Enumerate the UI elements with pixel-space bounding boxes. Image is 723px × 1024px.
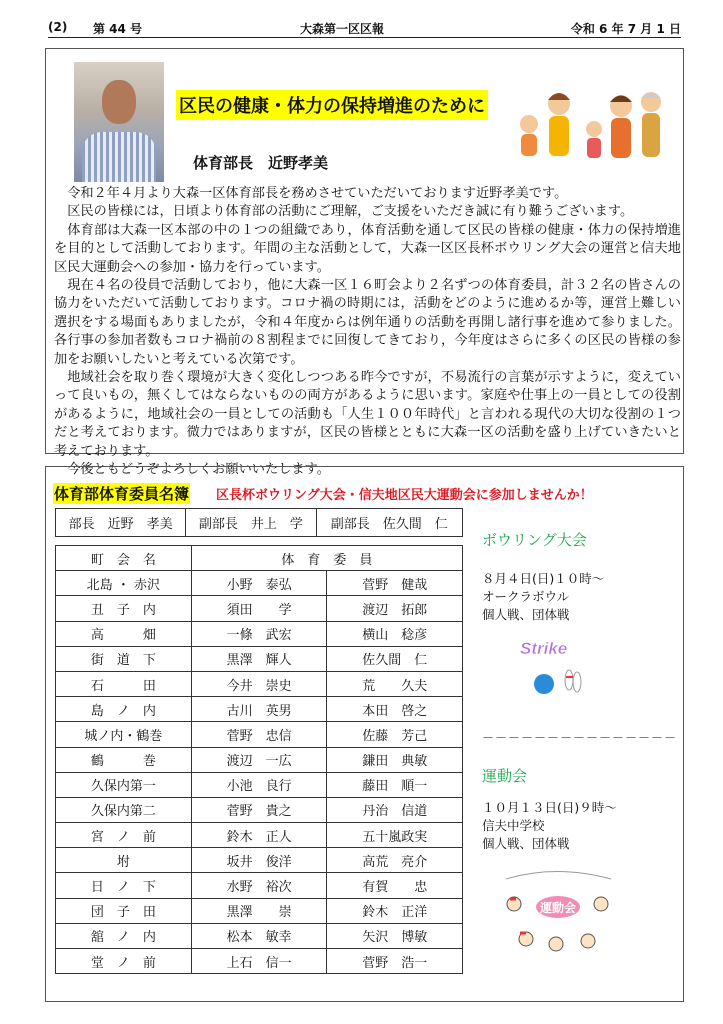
bowling-details [482, 570, 604, 624]
paragraph: 区民の皆様には，日頃より体育部の活動にご理解，ご支援をいただき誠に有り難うございます。 [67, 204, 634, 220]
member-name-cell: 佐久間 仁 [327, 646, 463, 671]
member-name-cell: 鈴木 正人 [191, 823, 327, 848]
sports-venue: 信夫中学校 [482, 818, 545, 833]
paragraph: 地域社会を取り巻く環境が大きく変化しつつある昨今ですが，不易流行の言葉が示すように，変えていって良いもの，無くしてはならないものの両方があるように思います。家庭や仕事上の一員としての役割があるように，地域社会の一員としての活動も「人生１００年時代」と言われる現代の大切な役割の１つだと考えております。微力ではありますが，区民の皆様とともに大森一区の活動を盛り上げていきたいと考えております。 [54, 370, 681, 459]
member-name-cell: 横山 稔彦 [327, 621, 463, 646]
member-name-cell: 菅野 健哉 [327, 571, 463, 596]
town-council-cell: 島 ノ 内 [56, 697, 192, 722]
article-title: 区民の健康・体力の保持増進のために [176, 90, 488, 120]
paragraph: 現在４名の役員で活動しており，他に大森一区１６町会より２名ずつの体育委員，計３２名の皆さんの協力をいただいて活動しております。コロナ禍の時期には，活動をどのように進めるか等，運営上難しい選択をする場面もありましたが，令和４年度からは例年通りの活動を再開し諸行事を進めて参りました。各行事の参加者数もコロナ禍前の８割程までに回復してきており，今年度はさらに多くの区民の皆様の参加をお願いしたいと考えている次第です。 [54, 278, 681, 367]
table-row [56, 722, 463, 747]
member-name-cell: 黒澤 輝人 [191, 646, 327, 671]
table-row [56, 873, 463, 898]
table-row [56, 949, 463, 974]
town-council-cell: 高 畑 [56, 621, 192, 646]
members-table [55, 545, 463, 974]
town-council-cell: 鶴 巻 [56, 747, 192, 772]
member-name-cell: 本田 啓之 [327, 697, 463, 722]
member-name-cell: 水野 裕次 [191, 873, 327, 898]
member-name-cell: 藤田 順一 [327, 772, 463, 797]
paragraph: 今後ともどうぞよろしくお願いいたします。 [67, 462, 330, 478]
table-row [56, 923, 463, 948]
divider: －－－－－－－－－－－－－－－ [482, 731, 678, 745]
author-photo [74, 62, 164, 182]
invite-text: 区長杯ボウリング大会・信夫地区民大運動会に参加しませんか！ [216, 488, 593, 503]
member-name-cell: 鈴木 正洋 [327, 898, 463, 923]
town-council-cell: 北島 ・ 赤沢 [56, 571, 192, 596]
member-name-cell: 高荒 亮介 [327, 848, 463, 873]
town-council-cell: 舘 ノ 内 [56, 923, 192, 948]
member-name-cell: 鎌田 典敏 [327, 747, 463, 772]
svg-text:Strike: Strike [520, 639, 568, 658]
town-council-cell: 堂 ノ 前 [56, 949, 192, 974]
member-name-cell: 丹治 信道 [327, 797, 463, 822]
officer-cell: 部長 近野 孝美 [56, 509, 186, 537]
member-name-cell: 渡辺 一広 [191, 747, 327, 772]
article-body [54, 185, 681, 480]
table-row [56, 797, 463, 822]
sports-title: 運動会 [482, 767, 528, 785]
article-byline: 体育部長 近野孝美 [193, 154, 329, 172]
member-name-cell: 五十嵐政実 [327, 823, 463, 848]
table-row [56, 697, 463, 722]
member-name-cell: 菅野 忠信 [191, 722, 327, 747]
bowling-title: ボウリング大会 [482, 531, 587, 549]
officer-cell: 副部長 佐久間 仁 [316, 509, 462, 537]
page-number: (2) [48, 20, 68, 34]
table-row [56, 646, 463, 671]
member-name-cell: 矢沢 博敏 [327, 923, 463, 948]
table-row [56, 772, 463, 797]
article-box [45, 48, 684, 478]
roster-box [45, 466, 684, 1002]
member-name-cell: 小野 泰弘 [191, 571, 327, 596]
member-name-cell: 菅野 浩一 [327, 949, 463, 974]
town-council-cell: 街 道 下 [56, 646, 192, 671]
sports-date: １０月１３日(日)９時～ [482, 800, 617, 815]
paragraph: 体育部は大森一区本部の中の１つの組織であり，体育活動を通して区民の皆様の健康・体力の保持増進を目的として活動しております。年間の主な活動として，大森一区区長杯ボウリング大会の運営と信夫地区民大運動会への参加・協力を行っています。 [54, 222, 681, 275]
member-name-cell: 黒澤 崇 [191, 898, 327, 923]
town-council-cell: 日 ノ 下 [56, 873, 192, 898]
town-council-cell: 団 子 田 [56, 898, 192, 923]
table-row [56, 571, 463, 596]
member-name-cell: 松本 敏幸 [191, 923, 327, 948]
member-name-cell: 古川 英男 [191, 697, 327, 722]
town-council-cell: 久保内第二 [56, 797, 192, 822]
header-cell: 町 会 名 [56, 546, 192, 571]
member-name-cell: 荒 久夫 [327, 671, 463, 696]
bowling-date: ８月４日(日)１０時～ [482, 571, 605, 586]
publication-name: 大森第一区区報 [300, 22, 385, 36]
member-name-cell: 有賀 忠 [327, 873, 463, 898]
table-row [56, 898, 463, 923]
member-name-cell: 小池 良行 [191, 772, 327, 797]
issue-date: 令和 6 年 7 月 1 日 [570, 22, 681, 36]
town-council-cell: 城ノ内・鶴巻 [56, 722, 192, 747]
member-name-cell: 一條 武宏 [191, 621, 327, 646]
table-header-row [56, 546, 463, 571]
town-council-cell: 宮 ノ 前 [56, 823, 192, 848]
paragraph: 令和２年４月より大森一区体育部長を務めさせていただいております近野孝美です。 [67, 186, 568, 201]
member-name-cell: 佐藤 芳己 [327, 722, 463, 747]
bowling-format: 個人戦、団体戦 [482, 607, 570, 622]
roster-title: 体育部体育委員名簿 [54, 485, 190, 503]
table-row [56, 823, 463, 848]
sports-details [482, 799, 617, 853]
table-row [56, 621, 463, 646]
table-row [56, 596, 463, 621]
bowling-venue: オークラボウル [482, 589, 570, 604]
strike-bowling-illustration [514, 632, 594, 702]
member-name-cell: 菅野 貴之 [191, 797, 327, 822]
town-council-cell: 丑 子 内 [56, 596, 192, 621]
page-header [48, 20, 681, 38]
member-name-cell: 上石 信一 [191, 949, 327, 974]
sports-day-illustration [496, 859, 621, 964]
town-council-cell: 坿 [56, 848, 192, 873]
member-name-cell: 今井 崇史 [191, 671, 327, 696]
member-name-cell: 須田 学 [191, 596, 327, 621]
town-council-cell: 久保内第一 [56, 772, 192, 797]
officer-cell: 副部長 井上 学 [186, 509, 316, 537]
officers-table [55, 508, 463, 537]
member-name-cell: 渡辺 拓郎 [327, 596, 463, 621]
table-row [56, 747, 463, 772]
sports-logo-text: 運動会 [539, 901, 577, 915]
family-illustration [509, 84, 669, 174]
town-council-cell: 石 田 [56, 671, 192, 696]
table-row [56, 848, 463, 873]
sports-format: 個人戦、団体戦 [482, 836, 570, 851]
table-row [56, 671, 463, 696]
member-name-cell: 坂井 俊洋 [191, 848, 327, 873]
issue-number: 第 44 号 [93, 22, 143, 36]
header-cell: 体 育 委 員 [191, 546, 462, 571]
